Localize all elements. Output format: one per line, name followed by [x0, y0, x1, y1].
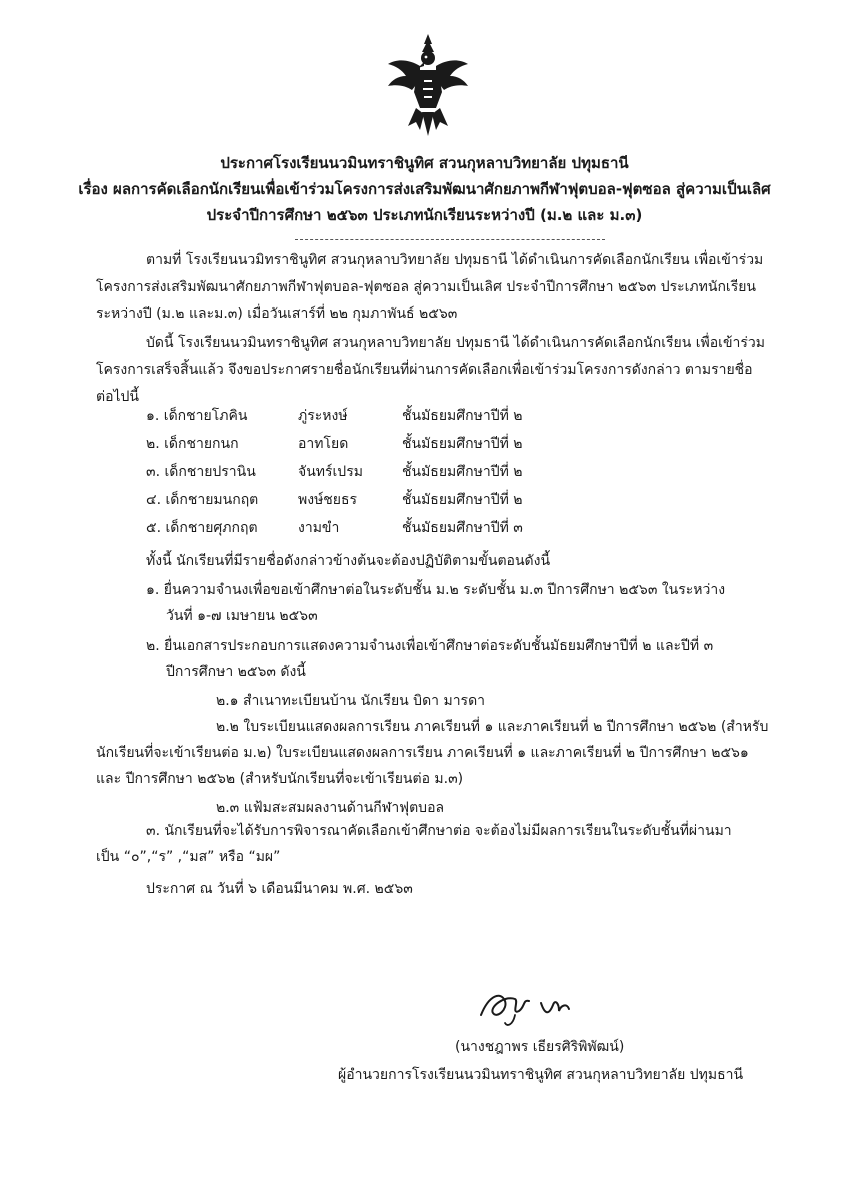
step-2-3: ๒.๓ แฟ้มสะสมผลงานด้านกีฬาฟุตบอล [216, 800, 445, 816]
student-level: ชั้นมัธยมศึกษาปีที่ ๒ [402, 436, 523, 452]
step-2-line-1: ๒. ยื่นเอกสารประกอบการแสดงความจำนงเพื่อเข้าศึกษาต่อระดับชั้นมัธยมศึกษาปีที่ ๒ และปีที่ ๓ [146, 638, 714, 654]
student-name: ๓. เด็กชายปรานิน [146, 464, 256, 480]
student-surname: ภู่ระหงษ์ [298, 408, 348, 424]
title-divider [295, 239, 605, 240]
student-surname: งามขำ [298, 520, 340, 536]
student-level: ชั้นมัธยมศึกษาปีที่ ๓ [402, 520, 523, 536]
intro-line-3: ระหว่างปี (ม.๒ และม.๓) เมื่อวันเสาร์ที่ ๒๒ กุมภาพันธ์ ๒๕๖๓ [96, 306, 458, 322]
step-2-2-line-3: และ ปีการศึกษา ๒๕๖๒ (สำหรับนักเรียนที่จะเข้าเรียนต่อ ม.๓) [96, 771, 464, 787]
student-level: ชั้นมัธยมศึกษาปีที่ ๒ [402, 492, 523, 508]
announcement-title: ประกาศโรงเรียนนวมินทราชินูทิศ สวนกุหลาบวิทยาลัย ปทุมธานี [220, 154, 629, 172]
student-surname: พงษ์ชยธร [298, 492, 358, 508]
intro-line-1: ตามที่ โรงเรียนนวมิทราชินูทิศ สวนกุหลาบวิทยาลัย ปทุมธานี ได้ดำเนินการคัดเลือกนักเรียน เพื่อเข้าร่วม [146, 252, 764, 268]
garuda-emblem-icon [380, 30, 476, 142]
announce-line-2: โครงการเสร็จสิ้นแล้ว จึงขอประกาศรายชื่อนักเรียนที่ผ่านการคัดเลือกเพื่อเข้าร่วมโครงการดังกล่าว ตามรายชื่อ [96, 362, 753, 378]
announcement-year: ประจำปีการศึกษา ๒๕๖๓ ประเภทนักเรียนระหว่างปี (ม.๒ และ ม.๓) [206, 206, 643, 224]
step-2-2-line-2: นักเรียนที่จะเข้าเรียนต่อ ม.๒) ใบระเบียนแสดงผลการเรียน ภาคเรียนที่ ๑ และภาคเรียนที่ ๒ ปีการศึกษา ๒๕๖๑ [96, 745, 749, 761]
student-name: ๑. เด็กชายโภคิน [146, 408, 248, 424]
student-surname: อาทโยด [298, 436, 349, 452]
announcement-subject: เรื่อง ผลการคัดเลือกนักเรียนเพื่อเข้าร่วมโครงการส่งเสริมพัฒนาศักยภาพกีฬาฟุตบอล-ฟุตซอล สู่ความเป็นเลิศ [78, 180, 771, 198]
student-name: ๕. เด็กชายศุภกฤต [146, 520, 258, 536]
signatory-title: ผู้อำนวยการโรงเรียนนวมินทราชินูทิศ สวนกุหลาบวิทยาลัย ปทุมธานี [338, 1067, 744, 1083]
signatory-name: (นางชฎาพร เธียรศิริพิพัฒน์) [455, 1039, 625, 1055]
step-1-line-1: ๑. ยื่นความจำนงเพื่อขอเข้าศึกษาต่อในระดับชั้น ม.๒ ระดับชั้น ม.๓ ปีการศึกษา ๒๕๖๓ ในระหว่าง [146, 582, 726, 598]
step-3-line-2: เป็น “๐”,“ร” ,“มส” หรือ “มผ” [96, 849, 281, 865]
student-name: ๔. เด็กชายมนกฤต [146, 492, 259, 508]
intro-line-2: โครงการส่งเสริมพัฒนาศักยภาพกีฬาฟุตบอล-ฟุตซอล สู่ความเป็นเลิศ ประจำปีการศึกษา ๒๕๖๓ ประเภทนักเรียน [96, 279, 756, 295]
step-3-line-1: ๓. นักเรียนที่จะได้รับการพิจารณาคัดเลือกเข้าศึกษาต่อ จะต้องไม่มีผลการเรียนในระดับชั้นที่ผ่านมา [146, 823, 732, 839]
step-2-1: ๒.๑ สำเนาทะเบียนบ้าน นักเรียน บิดา มารดา [216, 693, 486, 709]
steps-intro: ทั้งนี้ นักเรียนที่มีรายชื่อดังกล่าวข้างต้นจะต้องปฏิบัติตามขั้นตอนดังนี้ [146, 553, 551, 569]
step-2-line-2: ปีการศึกษา ๒๕๖๓ ดังนี้ [166, 664, 306, 680]
step-1-line-2: วันที่ ๑-๗ เมษายน ๒๕๖๓ [166, 608, 318, 624]
announcement-date: ประกาศ ณ วันที่ ๖ เดือนมีนาคม พ.ศ. ๒๕๖๓ [146, 881, 413, 897]
student-level: ชั้นมัธยมศึกษาปีที่ ๒ [402, 408, 523, 424]
step-2-2-line-1: ๒.๒ ใบระเบียนแสดงผลการเรียน ภาคเรียนที่ ๑ และภาคเรียนที่ ๒ ปีการศึกษา ๒๕๖๒ (สำหรับ [216, 719, 769, 735]
student-name: ๒. เด็กชายกนก [146, 436, 239, 452]
announce-line-1: บัดนี้ โรงเรียนนวมินทราชินูทิศ สวนกุหลาบวิทยาลัย ปทุมธานี ได้ดำเนินการคัดเลือกนักเรียน เพื่อเข้าร่วม [146, 335, 765, 351]
student-level: ชั้นมัธยมศึกษาปีที่ ๒ [402, 464, 523, 480]
announce-line-3: ต่อไปนี้ [96, 389, 139, 405]
signature [475, 985, 585, 1029]
student-surname: จันทร์เปรม [298, 464, 363, 480]
